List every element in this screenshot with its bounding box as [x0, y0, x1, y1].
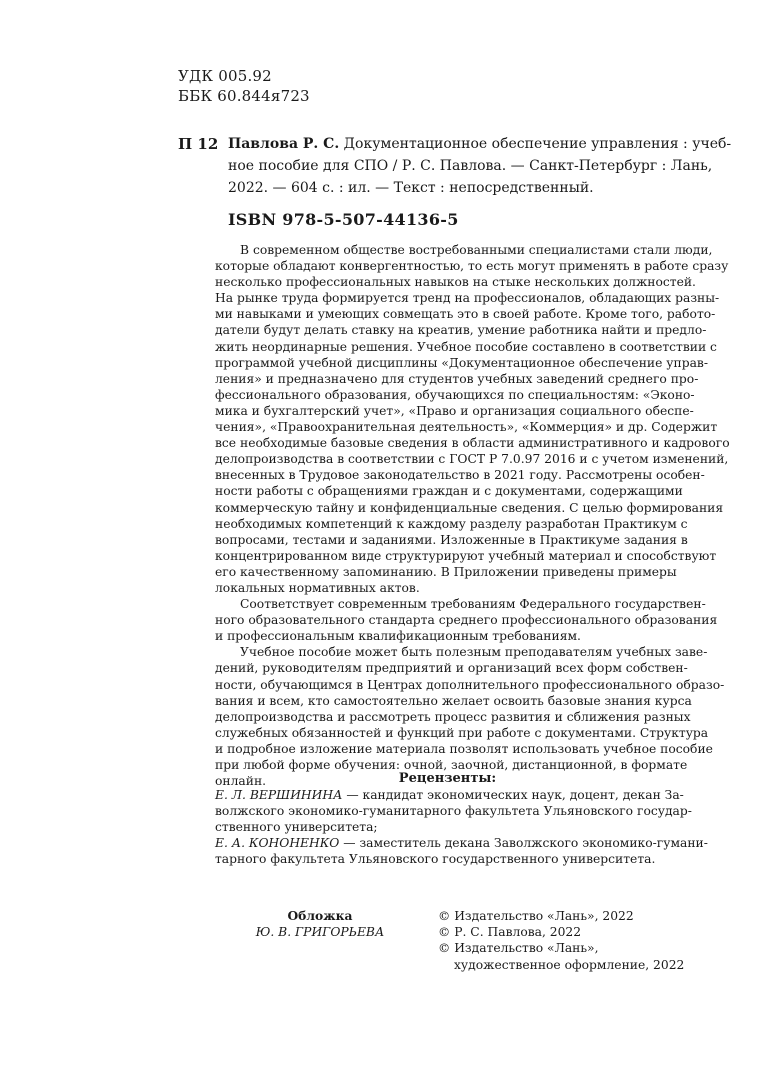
classification-codes	[178, 66, 310, 106]
abstract-line: программой учебной дисциплины «Документационное обеспечение управ-	[215, 355, 709, 370]
abstract-line: все необходимые базовые сведения в области административного и кадрового	[215, 436, 730, 451]
abstract-line: дений, руководителям предприятий и организаций всех форм собствен-	[215, 661, 688, 676]
abstract-line: коммерческую тайну и конфиденциальные сведения. С целью формирования	[215, 500, 724, 515]
cover-designer: Ю. В. ГРИГОРЬЕВА	[255, 925, 385, 939]
reviewer-1-line-1: Е. Л. ВЕРШИНИНА — кандидат экономических наук, доцент, декан За-	[215, 788, 684, 803]
reviewer-1-line-2: волжского экономико-гуманитарного факультета Ульяновского государ-	[215, 804, 692, 819]
abstract-line: вопросами, тестами и заданиями. Изложенные в Практикуме задания в	[215, 532, 688, 547]
cover-credit	[245, 908, 395, 940]
abstract-line: жить неординарные решения. Учебное пособие составлено в соответствии с	[215, 339, 717, 354]
isbn: ISBN 978-5-507-44136-5	[228, 210, 459, 229]
abstract-line: На рынке труда формируется тренд на профессионалов, обладающих разны-	[215, 291, 720, 306]
abstract-line: фессионального образования, обучающихся по специальностям: «Эконо-	[215, 387, 695, 402]
abstract-line: несколько профессиональных навыков на стыке нескольких должностей.	[215, 275, 696, 290]
copyright-line-1: © Издательство «Лань», 2022	[438, 909, 634, 923]
reviewers-section	[215, 771, 708, 868]
abstract-line: служебных обязанностей и функций при работе с документами. Структура	[215, 725, 709, 740]
cover-label: Обложка	[287, 908, 353, 923]
author-mark: П 12	[178, 135, 219, 153]
abstract-line: ми навыками и умеющих совмещать это в своей работе. Кроме того, работо-	[215, 307, 716, 322]
abstract-line: Соответствует современным требованиям Федерального государствен-	[240, 597, 706, 612]
reviewer-1-name: Е. Л. ВЕРШИНИНА	[215, 788, 343, 803]
reviewer-2-line-2: тарного факультета Ульяновского государственного университета.	[215, 852, 656, 867]
entry-author: Павлова Р. С.	[228, 136, 340, 152]
abstract-line: при любой форме обучения: очной, заочной, дистанционной, в формате	[215, 758, 688, 772]
abstract-line: и подробное изложение материала позволят использовать учебное пособие	[215, 741, 713, 756]
abstract-line: онлайн.	[215, 774, 267, 789]
abstract-line: мика и бухгалтерский учет», «Право и организация социального обеспе-	[215, 403, 694, 418]
abstract-paragraph-2	[215, 596, 718, 644]
abstract-line: В современном обществе востребованными специалистами стали люди,	[240, 243, 713, 257]
abstract-line: ности работы с обращениями граждан и с документами, содержащими	[215, 484, 683, 499]
reviewer-2-line-1: Е. А. КОНОНЕНКО — заместитель декана Заволжского экономико-гумани-	[215, 836, 708, 851]
copyright-line-4: художественное оформление, 2022	[454, 957, 685, 972]
abstract-line: вания и всем, кто самостоятельно желает освоить базовые знания курса	[215, 693, 692, 708]
abstract	[215, 242, 730, 789]
entry-line-2: ное пособие для СПО / Р. С. Павлова. — Санкт-Петербург : Лань,	[228, 158, 713, 174]
entry-line-1: Документационное обеспечение управления : учеб-	[339, 136, 732, 152]
copyright-line-2: © Р. С. Павлова, 2022	[438, 925, 582, 940]
abstract-paragraph-3	[215, 644, 725, 789]
abstract-paragraph-1	[215, 242, 730, 596]
reviewer-2-name: Е. А. КОНОНЕНКО	[215, 836, 340, 851]
reviewers-title: Рецензенты:	[398, 771, 497, 786]
abstract-line: его качественному запоминанию. В Приложении приведены примеры	[215, 564, 677, 579]
entry-line-3: 2022. — 604 с. : ил. — Текст : непосредственный.	[228, 180, 594, 196]
abstract-line: датели будут делать ставку на креатив, умение работника найти и предло-	[215, 323, 707, 338]
abstract-line: ности, обучающимся в Центрах дополнительного профессионального образо-	[215, 677, 725, 692]
abstract-line: Учебное пособие может быть полезным преподавателям учебных заве-	[240, 645, 708, 660]
abstract-line: делопроизводства в соответствии с ГОСТ Р 7.0.97 2016 и с учетом изменений,	[215, 452, 729, 467]
abstract-line: ного образовательного стандарта среднего профессионального образования	[215, 613, 718, 628]
abstract-line: которые обладают конвергентностью, то есть могут применять в работе сразу	[215, 259, 729, 274]
abstract-line: чения», «Правоохранительная деятельность», «Коммерция» и др. Содержит	[215, 420, 718, 435]
abstract-line: необходимых компетенций к каждому разделу разработан Практикум с	[215, 516, 688, 531]
abstract-line: локальных нормативных актов.	[215, 580, 420, 595]
bbk-code: ББК 60.844я723	[178, 87, 310, 105]
udk-code: УДК 005.92	[178, 67, 272, 85]
abstract-line: ления» и предназначено для студентов учебных заведений среднего про-	[215, 371, 699, 386]
abstract-line: делопроизводства и рассмотреть процесс развития и сближения разных	[215, 709, 691, 724]
reviewer-1-line-3: ственного университета;	[215, 820, 378, 835]
bibliographic-description	[228, 133, 732, 199]
copyright-line-3: © Издательство «Лань»,	[438, 941, 599, 956]
abstract-line: и профессиональным квалификационным требованиям.	[215, 629, 581, 644]
abstract-line: концентрированном виде структурируют учебный материал и способствуют	[215, 548, 717, 563]
abstract-line: внесенных в Трудовое законодательство в 2021 году. Рассмотрены особен-	[215, 468, 705, 483]
copyright-block	[438, 908, 684, 973]
